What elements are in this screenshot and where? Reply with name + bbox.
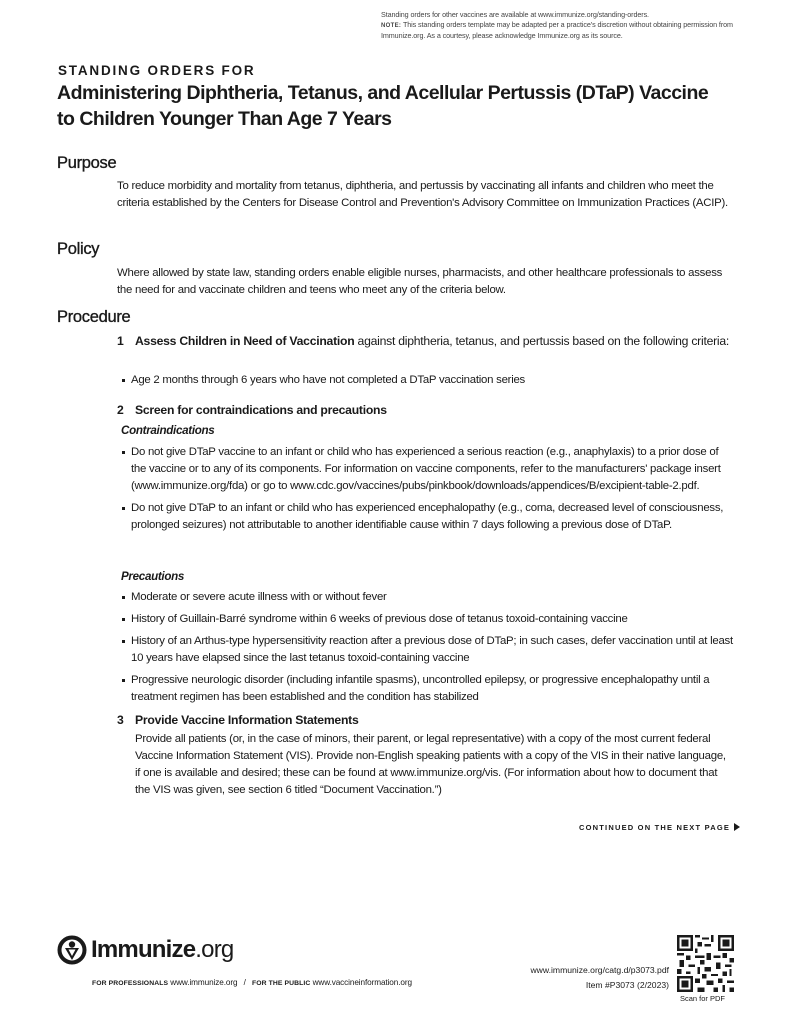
procedure-step-3 bbox=[117, 711, 732, 799]
assessment-criteria-list bbox=[121, 372, 733, 394]
brand-suffix: .org bbox=[195, 936, 234, 963]
purpose-text: To reduce morbidity and mortality from tetanus, diphtheria, and pertussis by vaccinating all infants and children who meet the criteria established by the Centers for Disease Control and Prevention's Advisory Committee on Immunization Practices (ACIP). bbox=[117, 180, 728, 209]
note-text: This standing orders template may be adapted per a practice's discretion without obtaining permission from Immunize.org. As a courtesy, please acknowledge Immunize.org as its source. bbox=[381, 19, 733, 41]
procedure-heading: Procedure bbox=[57, 308, 131, 326]
item-number: Item #P3073 (2/2023) bbox=[585, 980, 669, 990]
footer-separator: / bbox=[243, 978, 246, 987]
list-item: Moderate or severe acute illness with or without fever bbox=[121, 589, 733, 606]
precautions-list bbox=[121, 589, 733, 711]
step-text: Provide all patients (or, in the case of minors, their parent, or legal representative) with a copy of the most current federal Vaccine Information Statement (VIS). Provide non-English speaking patients with a copy of the VIS in their native language, if one is available and desired; these can be found at www.immunize.org/vis. (For information about how to document that the VIS was given, see section 6 titled “Document Vaccination.”) bbox=[135, 733, 726, 796]
contraindications-list bbox=[121, 444, 733, 539]
immunize-logo-icon bbox=[57, 935, 87, 965]
footer-links bbox=[92, 978, 412, 987]
step-title: Assess Children in Need of Vaccination bbox=[135, 334, 355, 348]
policy-heading: Policy bbox=[57, 240, 100, 258]
standing-orders-availability: Standing orders for other vaccines are available at www.immunize.org/standing-orders. bbox=[381, 10, 649, 19]
step-body bbox=[135, 711, 732, 799]
policy-text: Where allowed by state law, standing orders enable eligible nurses, pharmacists, and other healthcare professionals to assess the need for and vaccinate children and teens who meet any of the criteria below. bbox=[117, 267, 723, 296]
document-kicker: STANDING ORDERS FOR bbox=[58, 63, 256, 78]
step-body bbox=[135, 332, 732, 350]
step-title: Provide Vaccine Information Statements bbox=[135, 713, 359, 727]
pdf-link[interactable]: www.immunize.org/catg.d/p3073.pdf bbox=[530, 965, 669, 975]
step-number: 2 bbox=[117, 403, 124, 417]
public-label: FOR THE PUBLIC bbox=[251, 980, 311, 987]
continued-label: CONTINUED ON THE NEXT PAGE bbox=[579, 823, 731, 832]
brand-main: Immunize bbox=[91, 936, 196, 963]
list-item: History of an Arthus-type hypersensitivity reaction after a previous dose of DTaP; in such cases, defer vaccination until at least 10 years have elapsed since the last tetanus toxoid-containing vaccine bbox=[121, 633, 733, 667]
note-label: NOTE: bbox=[381, 22, 402, 29]
purpose-heading: Purpose bbox=[57, 154, 117, 172]
procedure-step-2 bbox=[117, 401, 732, 419]
list-item: Age 2 months through 6 years who have not completed a DTaP vaccination series bbox=[121, 372, 733, 389]
professionals-link[interactable]: www.immunize.org bbox=[170, 978, 238, 987]
step-body bbox=[135, 401, 732, 419]
step-number: 3 bbox=[117, 713, 124, 727]
public-link[interactable]: www.vaccineinformation.org bbox=[312, 978, 412, 987]
list-item: Do not give DTaP to an infant or child who has experienced encephalopathy (e.g., coma, decreased level of consciousness, prolonged seizures) not attributable to another identifiable cause within 7 days following a previous dose of DTaP. bbox=[121, 500, 733, 534]
continued-next-page-link[interactable] bbox=[579, 823, 740, 832]
title-line-1: Administering Diphtheria, Tetanus, and Acellular Pertussis (DTaP) Vaccine bbox=[57, 82, 709, 104]
brand-name bbox=[91, 936, 233, 964]
procedure-step-1 bbox=[117, 332, 732, 350]
contraindications-label: Contraindications bbox=[121, 424, 215, 437]
step-title: Screen for contraindications and precautions bbox=[135, 403, 387, 417]
precautions-label: Precautions bbox=[121, 570, 185, 583]
step-text: against diphtheria, tetanus, and pertussis based on the following criteria: bbox=[354, 334, 730, 348]
footer-document-info bbox=[530, 963, 669, 993]
scan-for-pdf-label: Scan for PDF bbox=[680, 994, 726, 1003]
professionals-label: FOR PROFESSIONALS bbox=[92, 980, 169, 987]
header-note bbox=[381, 10, 741, 41]
list-item: Do not give DTaP vaccine to an infant or child who has experienced a serious reaction (e.g., anaphylaxis) to a prior dose of the vaccine or to any of its components. For information on vaccine components, refer to the manufacturers' package insert (www.immunize.org/fda) or go to www.cdc.gov/vaccines/pubs/pinkbook/downloads/appendices/B/excipient-table-2.pdf. bbox=[121, 444, 733, 495]
list-item: History of Guillain-Barré syndrome within 6 weeks of previous dose of tetanus toxoid-containing vaccine bbox=[121, 611, 733, 628]
immunize-logo bbox=[57, 935, 233, 965]
document-title bbox=[57, 80, 757, 132]
qr-code-icon[interactable] bbox=[677, 935, 734, 992]
list-item: Progressive neurologic disorder (including infantile spasms), uncontrolled epilepsy, or progressive encephalopathy until a treatment regimen has been established and the condition has stabilized bbox=[121, 672, 733, 706]
note-text-block bbox=[381, 20, 741, 41]
arrow-right-icon bbox=[734, 823, 740, 831]
step-number: 1 bbox=[117, 334, 124, 348]
title-line-2: to Children Younger Than Age 7 Years bbox=[57, 108, 392, 130]
